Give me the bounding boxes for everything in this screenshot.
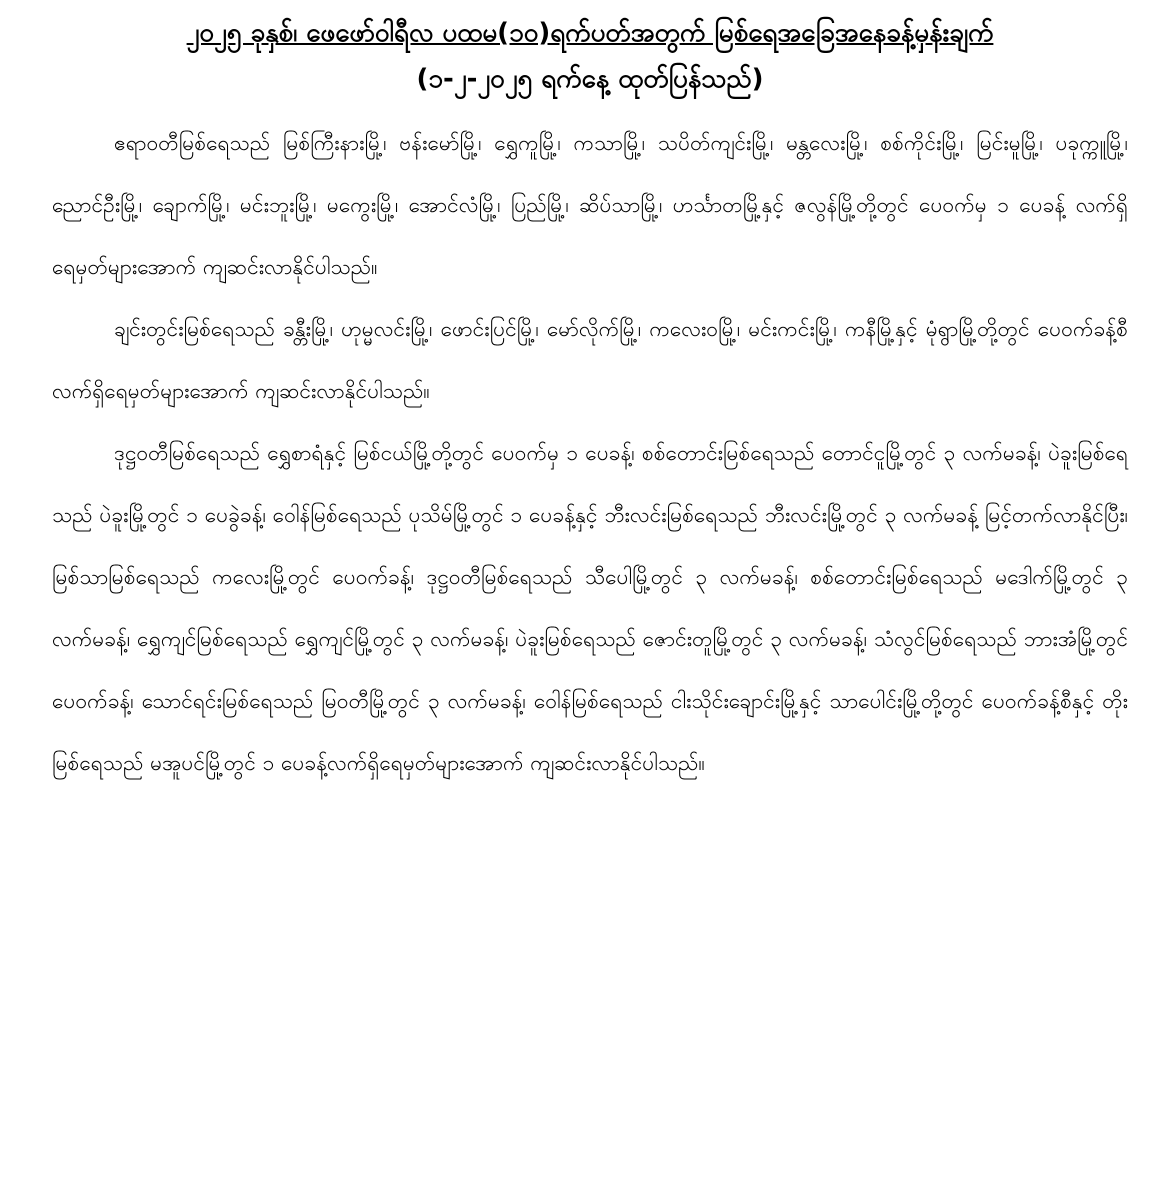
paragraph-ayeyarwady: ဧရာဝတီမြစ်ရေသည် မြစ်ကြီးနားမြို့၊ ဗန်းမော်မြို့၊ ရွှေကူမြို့၊ ကသာမြို့၊ သပိတ်ကျင်းမြို့၊ မန္တလေးမြို့၊ စစ်ကိုင်းမြို့၊ မြင်းမူမြို့၊ ပခုက္ကူမြို့၊ ညောင်ဦးမြို့၊ ချောက်မြို့၊ မင်းဘူးမြို့၊ မကွေးမြို့၊ အောင်လံမြို့၊ ပြည်မြို့၊ ဆိပ်သာမြို့၊ ဟင်္သာတမြို့နှင့် ဇလွန်မြို့တို့တွင် ပေဝက်မှ ၁ ပေခန့် လက်ရှိရေမှတ်များအောက် ကျဆင်းလာနိုင်ပါသည်။ xyxy=(52,131,1128,279)
issue-date-line: (၁-၂-၂၀၂၅ ရက်နေ့ ထုတ်ပြန်သည်) xyxy=(416,64,764,94)
document-body xyxy=(52,112,1128,794)
paragraph-chindwin: ချင်းတွင်းမြစ်ရေသည် ခန္တီးမြို့၊ ဟုမ္မလင်းမြို့၊ ဖောင်းပြင်မြို့၊ မော်လိုက်မြို့၊ ကလေးဝမြို့၊ မင်းကင်းမြို့၊ ကနီမြို့နှင့် မုံရွာမြို့တို့တွင် ပေဝက်ခန့်စီ လက်ရှိရေမှတ်များအောက် ကျဆင်းလာနိုင်ပါသည်။ xyxy=(52,317,1128,403)
paragraph-other-rivers: ဒုဋ္ဌဝတီမြစ်ရေသည် ရွှေစာရံနှင့် မြစ်ငယ်မြို့တို့တွင် ပေဝက်မှ ၁ ပေခန့်၊ စစ်တောင်းမြစ်ရေသည် တောင်ငူမြို့တွင် ၃ လက်မခန့်၊ ပဲခူးမြစ်ရေသည် ပဲခူးမြို့တွင် ၁ ပေခွဲခန့်၊ ဝေါန်မြစ်ရေသည် ပုသိမ်မြို့တွင် ၁ ပေခန့်နှင့် ဘီးလင်းမြစ်ရေသည် ဘီးလင်းမြို့တွင် ၃ လက်မခန့် မြင့်တက်လာနိုင်ပြီး၊ မြစ်သာမြစ်ရေသည် ကလေးမြို့တွင် ပေဝက်ခန့်၊ ဒုဋ္ဌဝတီမြစ်ရေသည် သီပေါမြို့တွင် ၃ လက်မခန့်၊ စစ်တောင်းမြစ်ရေသည် မဒေါက်မြို့တွင် ၃ လက်မခန့်၊ ရွှေကျင်မြစ်ရေသည် ရွှေကျင်မြို့တွင် ၃ လက်မခန့်၊ ပဲခူးမြစ်ရေသည် ဇောင်းတူမြို့တွင် ၃ လက်မခန့်၊ သံလွင်မြစ်ရေသည် ဘားအံမြို့တွင် ပေဝက်ခန့်၊ သောင်ရင်းမြစ်ရေသည် မြဝတီမြို့တွင် ၃ လက်မခန့်၊ ဝေါန်မြစ်ရေသည် ငါးသိုင်းချောင်းမြို့နှင့် သာပေါင်းမြို့တို့တွင် ပေဝက်ခန့်စီနှင့် တိုးမြစ်ရေသည် မအူပင်မြို့တွင် ၁ ပေခန့်လက်ရှိရေမှတ်များအောက် ကျဆင်းလာနိုင်ပါသည်။ xyxy=(52,441,1128,775)
document-title: ၂၀၂၅ ခုနှစ်၊ ဖေဖော်ဝါရီလ ပထမ(၁၀)ရက်ပတ်အတွက် မြစ်ရေအခြေအနေခန့်မှန်းချက် xyxy=(186,18,994,48)
